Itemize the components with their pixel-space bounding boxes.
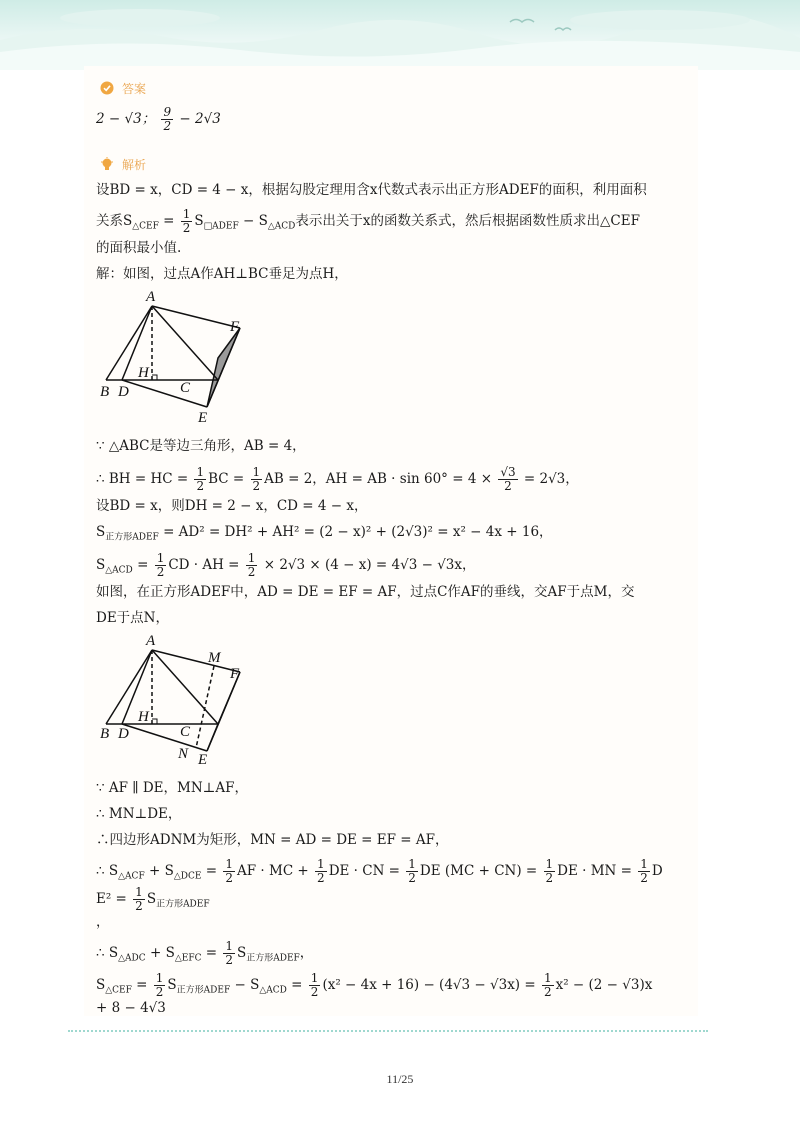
answer-value: 2 − √3； $\frac{9}{2}$ − 2√3 (96, 105, 221, 133)
step-13: $S_{\triangle CEF}$ = $\frac{1}{2}$ $S_{正方形ADEF} - S_{\triangle ACD}$ = $\frac{1}{2}$ (x² − 4x + 16) − (4√3 − √3x) = $\frac{1}{2}$ x² − (2 − √3)x (96, 971, 653, 999)
step-7: ∵ AF ∥ DE，MN⊥AF， (96, 780, 248, 796)
step-5: $S_{\triangle ACD}$ = $\frac{1}{2}$ CD · AH = $\frac{1}{2}$ × 2√3 × (4 − x) = 4√3 − √3x， (96, 551, 476, 579)
step-1: ∵ △ABC是等边三角形，AB = 4， (96, 438, 306, 454)
analysis-intro-1: 设BD = x，CD = 4 − x，根据勾股定理用含x代数式表示出正方形ADEF的面积，利用面积 (96, 182, 647, 198)
figure-1 (100, 286, 250, 426)
page-number: 11/25 (386, 1072, 414, 1086)
fig2-label-h: H (138, 709, 149, 725)
fig1-label-e: E (198, 410, 208, 426)
step-11: E² = $\frac{1}{2}$ $S_{正方形ADEF}$ (96, 885, 210, 913)
fig2-label-a: A (146, 633, 156, 649)
solution-start: 解：如图，过点A作AH⊥BC垂足为点H， (96, 266, 348, 282)
step-3: 设BD = x，则DH = 2 − x，CD = 4 − x， (96, 498, 368, 514)
step-2: ∴ BH = HC = $\frac{1}{2}$ BC = $\frac{1}{2}$ AB = 2，AH = AB · sin 60° = 4 × $\frac{√3}{2}$ = 2√3， (96, 465, 579, 493)
step-4: $S_{正方形ADEF} = AD^2 = DH^2 + AH^2 = (2 - x)^2 + (2√3)^2 = x^2 - 4x + 16$， (96, 524, 553, 543)
figure-2 (100, 630, 250, 770)
fig1-label-h: H (138, 365, 149, 381)
check-circle-icon (100, 81, 114, 95)
fig1-label-f: F (230, 319, 240, 335)
fig2-label-e: E (198, 752, 208, 768)
fig2-label-b: B (100, 726, 110, 742)
fig1-label-b: B (100, 384, 110, 400)
fig1-label-d: D (118, 384, 129, 400)
step-8: ∴ MN⊥DE， (96, 806, 182, 822)
header-banner (0, 0, 800, 70)
step-14: + 8 − 4√3 (96, 1000, 166, 1016)
lightbulb-icon (100, 157, 114, 171)
step-10: ∴ $S_{\triangle ACF} + S_{\triangle DCE}$ = $\frac{1}{2}$ AF · MC + $\frac{1}{2}$ DE · CN = $\frac{1}{2}$ DE (MC + CN) = $\frac{1}{2}$ DE · MN = $\frac{1}{2}$ D (96, 857, 663, 885)
analysis-intro-2: 关系$S_{\triangle CEF}$ = $\frac{1}{2}$ $S_{□ADEF} - S_{\triangle ACD}$表示出关于x的函数关系式，然后根据函数性质求出△CEF (96, 207, 640, 235)
fig2-label-d: D (118, 726, 129, 742)
step-12: ∴ $S_{\triangle ADC} + S_{\triangle EFC}$ = $\frac{1}{2}$ $S_{正方形ADEF}$， (96, 939, 314, 967)
step-6-line-1: 如图，在正方形ADEF中，AD = DE = EF = AF，过点C作AF的垂线，交AF于点M，交 (96, 584, 635, 600)
comma-line: ， (96, 914, 110, 930)
analysis-intro-3: 的面积最小值. (96, 240, 182, 256)
fig1-label-c: C (180, 380, 191, 396)
fig2-label-c: C (180, 724, 191, 740)
answer-heading: 答案 (100, 78, 146, 98)
fig2-label-f: F (230, 666, 240, 682)
fig2-label-m: M (208, 650, 221, 666)
step-6-line-2: DE于点N， (96, 610, 169, 626)
bottom-divider (68, 1030, 708, 1032)
fig1-label-a: A (146, 289, 156, 305)
analysis-heading: 解析 (100, 154, 146, 174)
step-9: ∴四边形ADNM为矩形，MN = AD = DE = EF = AF， (96, 832, 449, 848)
fig2-label-n: N (178, 746, 189, 762)
